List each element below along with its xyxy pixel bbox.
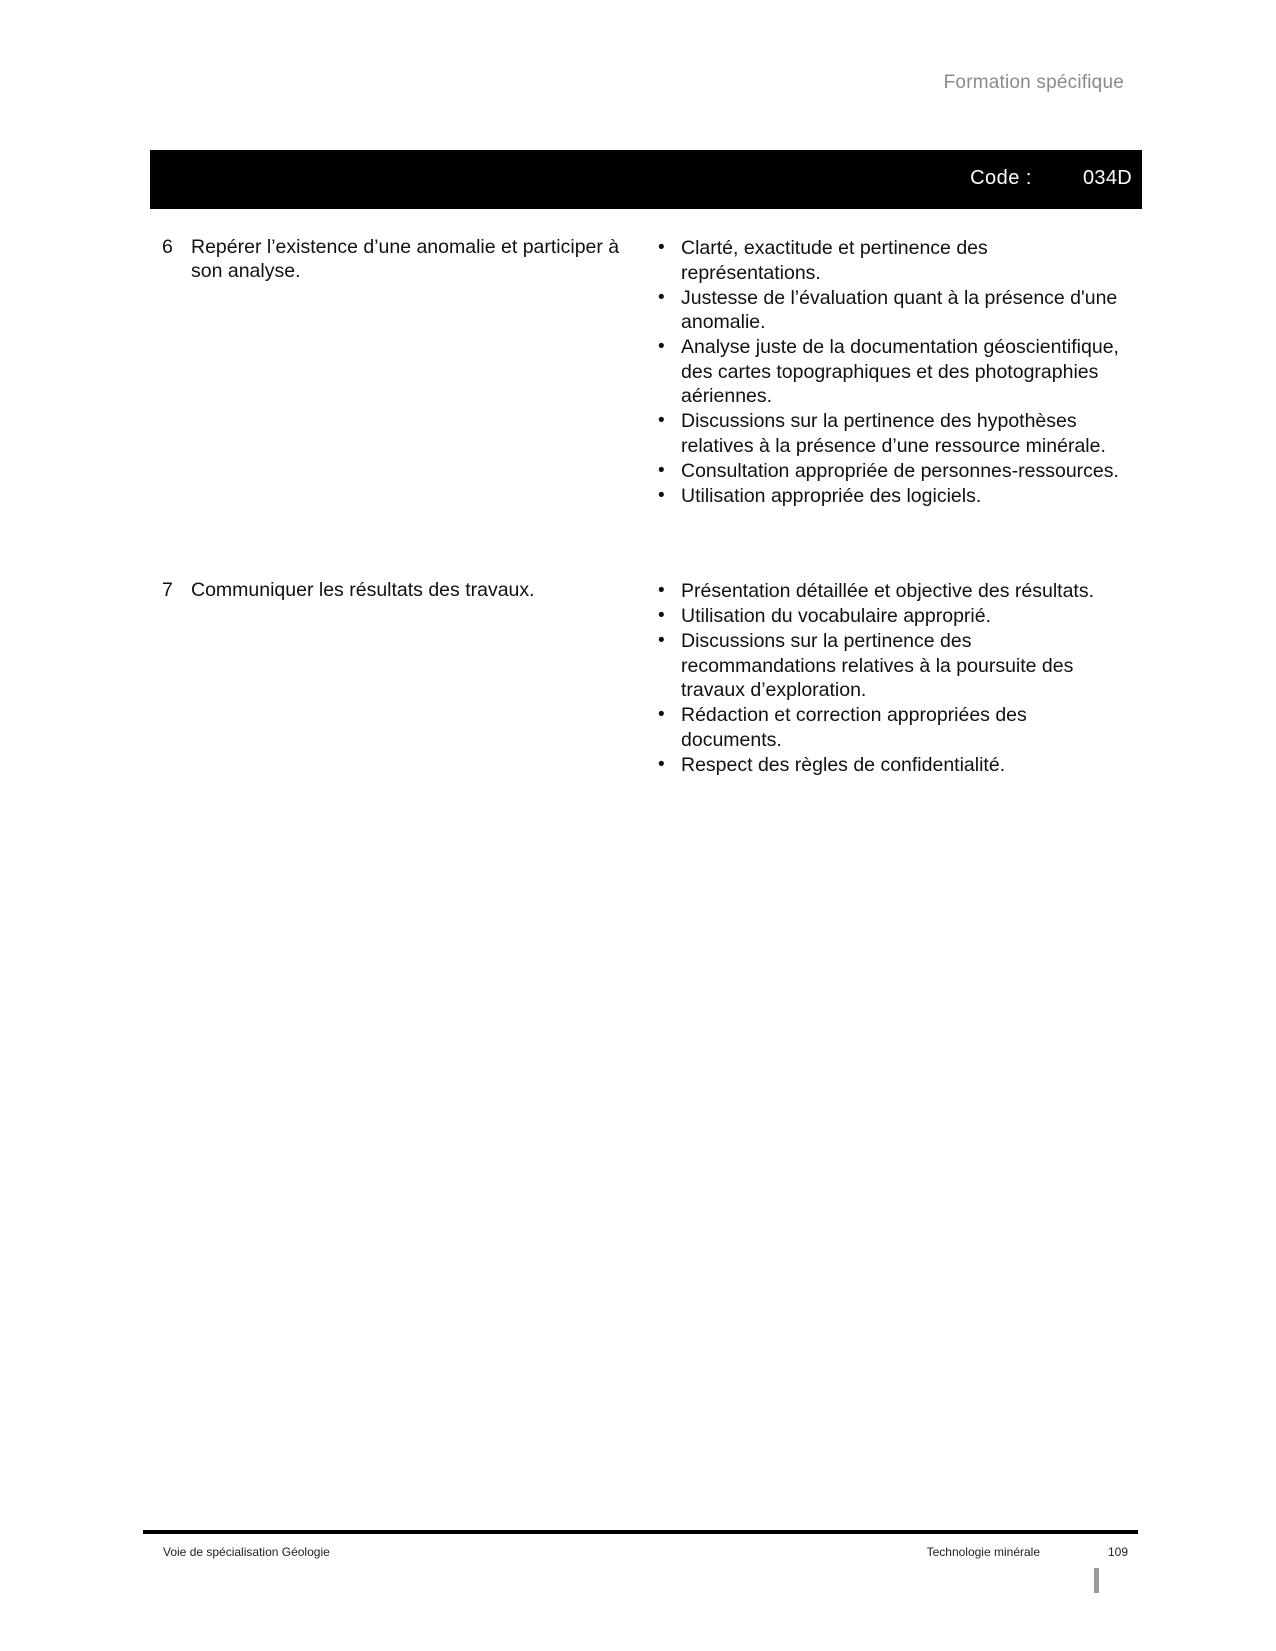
step-7 (162, 578, 642, 602)
step-number: 6 (162, 236, 173, 258)
page-marker (1094, 1568, 1099, 1593)
criterion-item (650, 335, 1130, 409)
criterion-text: Discussions sur la pertinence des hypothèses relatives à la présence d’une ressource minérale. (681, 410, 1106, 457)
criterion-item (650, 484, 1130, 509)
bullet-icon: • (658, 410, 665, 431)
criterion-text: Utilisation appropriée des logiciels. (681, 484, 982, 507)
criterion-item (650, 753, 1130, 778)
criterion-item (650, 629, 1130, 703)
footer-rule (143, 1530, 1138, 1534)
criterion-text: Présentation détaillée et objective des résultats. (681, 580, 1094, 602)
bullet-icon: • (658, 484, 665, 506)
criterion-text: Consultation appropriée de personnes-ressources. (681, 459, 1119, 482)
step-text: Communiquer les résultats des travaux. (191, 579, 535, 601)
step-6 (162, 235, 642, 283)
criterion-item (650, 703, 1130, 752)
bullet-icon: • (658, 704, 665, 725)
bullet-icon: • (658, 286, 665, 308)
criterion-text: Discussions sur la pertinence des recommandations relatives à la poursuite des travaux d’exploration. (681, 630, 1074, 701)
criterion-text: Utilisation du vocabulaire approprié. (681, 605, 992, 627)
code-bar (150, 150, 1142, 209)
bullet-icon: • (658, 605, 665, 626)
running-header: Formation spécifique (943, 72, 1124, 93)
criterion-item (650, 459, 1130, 484)
criterion-text: Rédaction et correction appropriées des documents. (681, 704, 1027, 751)
bullet-icon: • (658, 630, 665, 651)
step-text: Repérer l’existence d’une anomalie et participer à son analyse. (191, 236, 620, 282)
page-number: 109 (1107, 1545, 1128, 1559)
criterion-item (650, 286, 1130, 335)
bullet-icon: • (658, 237, 665, 258)
bullet-icon: • (658, 753, 665, 775)
criterion-text: Clarté, exactitude et pertinence des représentations. (681, 237, 988, 284)
bullet-icon: • (658, 459, 665, 481)
step-number: 7 (162, 579, 173, 601)
bullet-icon: • (658, 580, 665, 601)
criterion-item (650, 604, 1130, 629)
criterion-text: Analyse juste de la documentation géoscientifique, des cartes topographiques et des photographies aériennes. (681, 336, 1119, 407)
criterion-text: Respect des règles de confidentialité. (681, 753, 1006, 776)
code-value: 034D (1082, 167, 1132, 189)
criterion-item (650, 236, 1130, 285)
criteria-list-7 (650, 579, 1130, 778)
criteria-list-6 (650, 236, 1130, 509)
bullet-icon: • (658, 336, 665, 357)
code-label: Code : (970, 167, 1032, 189)
footer-program: Voie de spécialisation Géologie (163, 1545, 330, 1559)
criterion-text: Justesse de l’évaluation quant à la présence d'une anomalie. (681, 286, 1118, 333)
footer-title: Technologie minérale (926, 1545, 1040, 1559)
criterion-item (650, 409, 1130, 458)
criterion-item (650, 579, 1130, 604)
